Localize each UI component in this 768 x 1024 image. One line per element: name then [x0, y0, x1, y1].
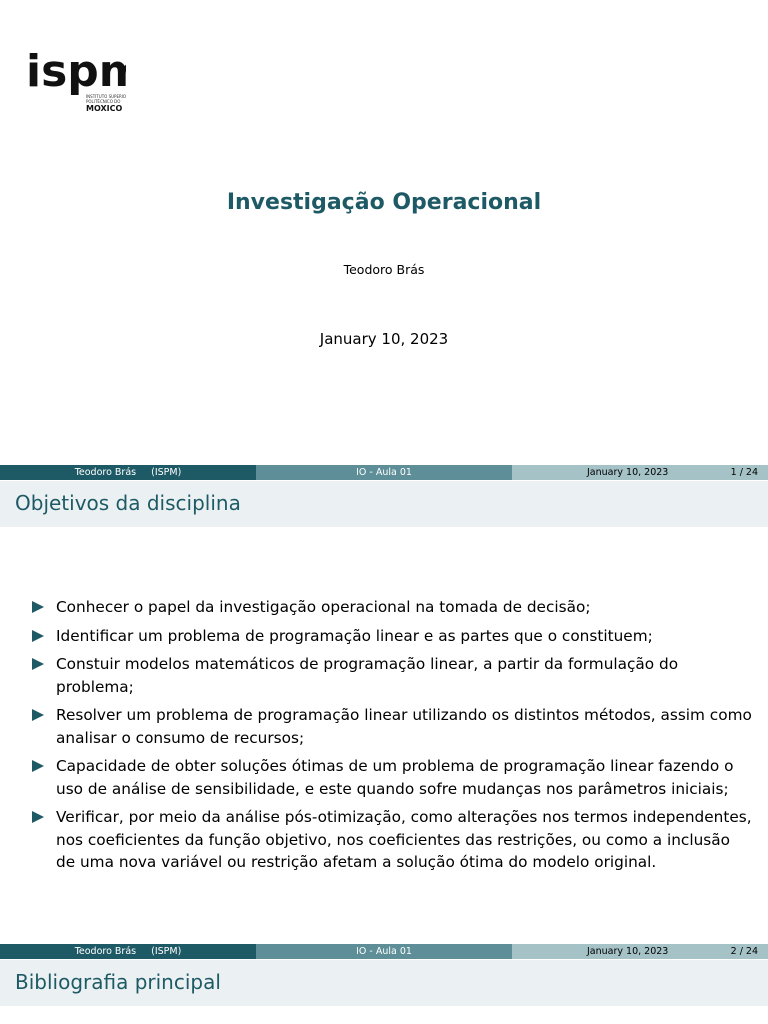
logo-small-1: INSTITUTO SUPERIOR [86, 94, 126, 99]
bullet-arrow-icon [32, 709, 44, 721]
list-item: Conhecer o papel da investigação operacional na tomada de decisão; [32, 596, 752, 619]
list-item: Resolver um problema de programação linear utilizando os distintos métodos, assim como analisar o consumo de recursos; [32, 704, 752, 749]
bullet-arrow-icon [32, 601, 44, 613]
footer-date-segment [512, 465, 768, 480]
list-item: Capacidade de obter soluções ótimas de um problema de programação linear fazendo o uso de análise de sensibilidade, e este quando sofre mudanças nos parâmetros iniciais; [32, 755, 752, 800]
bullet-arrow-icon [32, 811, 44, 823]
footer-institute: (ISPM) [151, 467, 182, 478]
footer-title-segment [256, 944, 512, 959]
list-item: Constuir modelos matemáticos de programação linear, a partir da formulação do problema; [32, 653, 752, 698]
presentation-title: Investigação Operacional [226, 190, 542, 215]
presentation-author: Teodoro Brás [343, 262, 425, 277]
logo-text: ispm [26, 46, 126, 97]
footer-page-number: 1 / 24 [730, 467, 758, 478]
slide-footer-2 [0, 944, 768, 959]
bullet-arrow-icon [32, 658, 44, 670]
frame-title-bar [0, 960, 768, 1006]
footer-short-title: IO - Aula 01 [356, 467, 412, 478]
frame-title: Bibliografia principal [15, 970, 221, 994]
list-item: Identificar um problema de programação linear e as partes que o constituem; [32, 625, 752, 648]
footer-author-segment [0, 465, 256, 480]
footer-author-segment [0, 944, 256, 959]
presentation-date: January 10, 2023 [319, 330, 449, 348]
footer-institute: (ISPM) [151, 946, 182, 957]
footer-date: January 10, 2023 [587, 946, 669, 957]
footer-short-title: IO - Aula 01 [356, 946, 412, 957]
footer-date: January 10, 2023 [587, 467, 669, 478]
slide-footer-1 [0, 465, 768, 480]
logo-small-2: POLITÉCNICO DO [86, 99, 121, 104]
bullet-arrow-icon [32, 760, 44, 772]
logo-place: MOXICO [86, 104, 123, 113]
footer-author: Teodoro Brás [74, 467, 137, 478]
list-item: Verificar, por meio da análise pós-otimização, como alterações nos termos independentes, nos coeficientes da função objetivo, nos coeficientes das restrições, ou como a inclusão de uma nova variável ou restrição afetam a solução ótima do modelo original. [32, 806, 752, 874]
objectives-list [32, 596, 752, 880]
footer-date-segment [512, 944, 768, 959]
footer-author: Teodoro Brás [74, 946, 137, 957]
frame-title: Objetivos da disciplina [15, 491, 241, 515]
footer-page-number: 2 / 24 [730, 946, 758, 957]
footer-title-segment [256, 465, 512, 480]
frame-title-bar [0, 481, 768, 527]
bullet-arrow-icon [32, 630, 44, 642]
ispm-logo [26, 46, 126, 116]
